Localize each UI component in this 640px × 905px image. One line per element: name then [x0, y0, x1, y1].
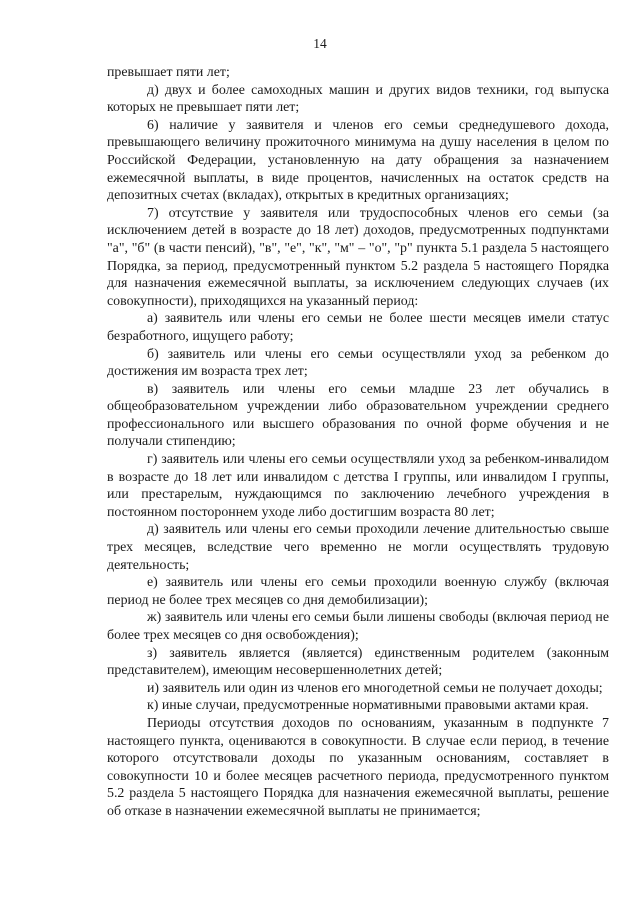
- paragraph-item-6: 6) наличие у заявителя и членов его семьи среднедушевого дохода, превышающего величину прожиточного минимума на душу населения в целом по Российской Федерации, установленную на дату обращения за назначением ежемесячной выплаты, в виде процентов, начисленных на остаток средств на депозитных счетах (вкладах), открытых в кредитных организациях;: [107, 117, 609, 204]
- paragraph-subitem-zh: ж) заявитель или члены его семьи были лишены свободы (включая период не более трех месяцев со дня освобождения);: [107, 610, 609, 643]
- paragraph-item-d-vehicles: д) двух и более самоходных машин и других видов техники, год выпуска которых не превышает пяти лет;: [107, 82, 609, 116]
- paragraph-continuation: превышает пяти лет;: [107, 65, 230, 80]
- paragraph-subitem-g: г) заявитель или члены его семьи осуществляли уход за ребенком-инвалидом в возрасте до 18 лет или инвалидом с детства I группы, или инвалидом I группы, или престарелым, нуждающимся по заключению лечебного учреждения в постоянном постороннем уходе либо достигшим возраста 80 лет;: [107, 452, 609, 520]
- page-number: 14: [313, 36, 327, 51]
- paragraph-subitem-e: е) заявитель или члены его семьи проходили военную службу (включая период не более трех месяцев со дня демобилизации);: [107, 575, 609, 608]
- paragraph-subitem-i: и) заявитель или один из членов его многодетной семьи не получает доходы;: [147, 680, 603, 696]
- paragraph-subitem-v: в) заявитель или члены его семьи младше 23 лет обучались в общеобразовательном учреждении либо образовательном учреждении среднего профессионального или высшего образования по очной форме обучения и не получали стипендию;: [107, 381, 609, 450]
- document-body: [107, 64, 609, 821]
- paragraph-subitem-b: б) заявитель или члены его семьи осуществляли уход за ребенком до достижения им возраста трех лет;: [107, 346, 609, 380]
- paragraph-item-7: 7) отсутствие у заявителя или трудоспособных членов его семьи (за исключением детей в возрасте до 18 лет) доходов, предусмотренных подпунктами "а", "б" (в части пенсий), "в", "е", "к", "м" – "о", "р" пункта 5.1 раздела 5 настоящего Порядка, за период, предусмотренный пунктом 5.2 раздела 5 настоящего Порядка для назначения ежемесячной выплаты, за исключением следующих случаев (их совокупности), приходящихся на указанный период:: [107, 205, 609, 309]
- paragraph-subitem-a: а) заявитель или члены его семьи не более шести месяцев имели статус безработного, ищущего работу;: [107, 311, 609, 344]
- paragraph-subitem-d: д) заявитель или члены его семьи проходили лечение длительностью свыше трех месяцев, вследствие чего временно не могли осуществлять трудовую деятельность;: [107, 522, 609, 573]
- paragraph-subitem-z: з) заявитель является (является) единственным родителем (законным представителем), имеющим несовершеннолетних детей;: [107, 645, 609, 679]
- paragraph-subitem-k: к) иные случаи, предусмотренные нормативными правовыми актами края.: [147, 698, 589, 714]
- paragraph-periods: Периоды отсутствия доходов по основаниям, указанным в подпункте 7 настоящего пункта, оцениваются в совокупности. В случае если период, в течение которого отсутствовали доходы по указанным основаниям, составляет в совокупности 10 и более месяцев расчетного периода, предусмотренного пунктом 5.2 раздела 5 настоящего Порядка для назначения ежемесячной выплаты, решение об отказе в назначении ежемесячной выплаты не принимается;: [107, 715, 609, 819]
